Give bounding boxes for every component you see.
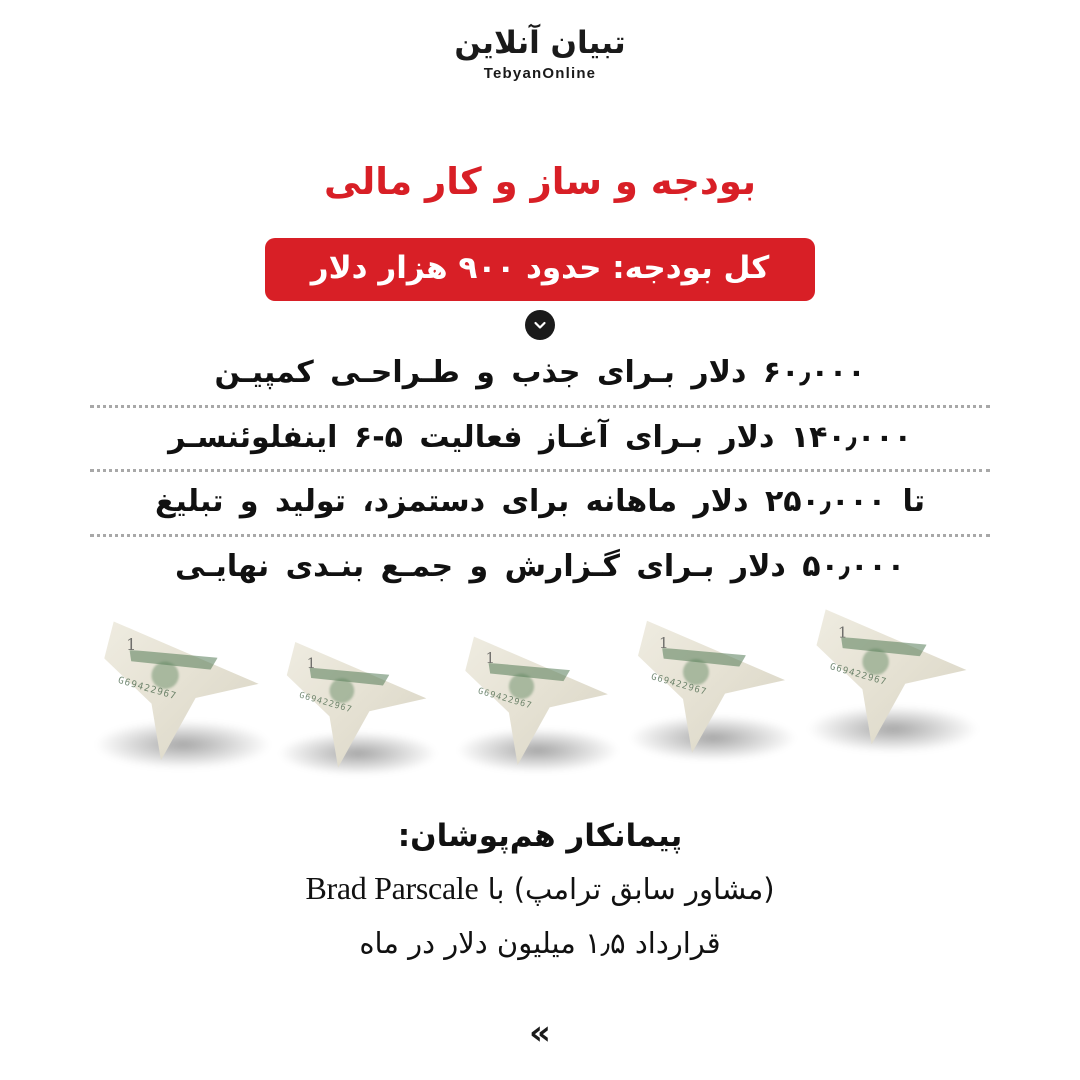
budget-item: ۶۰٫۰۰۰ دلار بـرای جذب و طـراحـی کمپیـن [214,355,866,390]
total-budget-badge-container [0,238,1080,301]
brand-logo [0,26,1080,82]
expand-indicator [0,310,1080,340]
budget-item: ۱۴۰٫۰۰۰ دلار بـرای آغـاز فعالیت ۵-۶ اینفلوئنسـر [168,419,912,455]
next-slide-icon[interactable]: » [529,1013,551,1053]
contract-amount: قرارداد ۱٫۵ میلیون دلار در ماه [359,926,721,960]
paper-plane-icon: 1 G69422967 [465,634,611,765]
paper-plane-icon: 1 G69422967 [287,639,430,767]
paper-plane-icon: 1 G69422967 [638,618,788,753]
budget-item: تا ۲۵۰٫۰۰۰ دلار ماهانه برای دستمزد، تولید و تبلیغ [154,484,925,519]
contractor-note: (مشاور سابق ترامپ) با [487,872,775,906]
contractor-name: Brad Parscale [305,870,479,906]
money-paper-planes-image [78,622,1008,807]
brand-name-en: TebyanOnline [483,64,597,82]
budget-item: ۵۰٫۰۰۰ دلار بـرای گـزارش و جمـع بنـدی نهایـی [174,548,906,584]
paper-plane-icon: 1 G69422967 [817,607,970,745]
chevron-down-icon [525,310,555,340]
paper-plane-icon: 1 G69422967 [104,619,262,761]
total-budget-badge: کل بودجه: حدود ۹۰۰ هزار دلار [265,238,815,301]
list-divider [90,469,990,472]
contractor-section [80,818,1000,966]
brand-name-fa: تبیان آنلاین [454,25,626,61]
list-divider [90,534,990,537]
contractor-detail-line [80,864,1000,912]
budget-breakdown-list [60,345,1020,596]
list-divider [90,405,990,408]
contractor-heading: پیمانکار هم‌پوشان: [397,818,683,854]
page-title: بودجه و ساز و کار مالی [323,160,756,203]
